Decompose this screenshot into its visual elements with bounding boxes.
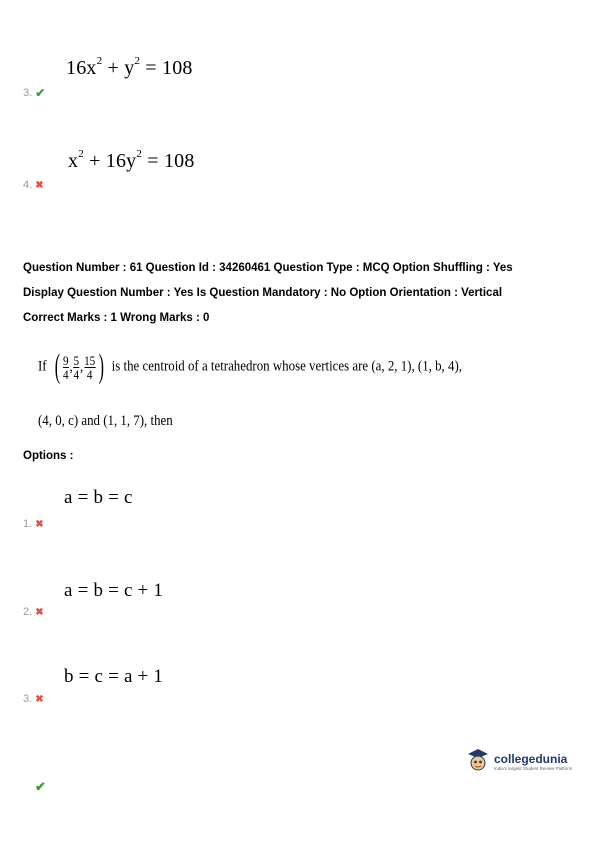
cross-icon: ✖ (35, 606, 44, 618)
option-3-expression: b = c = a + 1 (64, 666, 164, 687)
option-1-expression: a = b = c (64, 487, 133, 508)
logo-tagline: India's largest Student Review Platform (494, 765, 573, 771)
options-label: Options : (23, 450, 74, 462)
cross-icon: ✖ (35, 179, 44, 191)
option-3-number: 3. ✖ (23, 693, 44, 705)
fraction: $\frac{9}{4}$ (63, 352, 69, 382)
cross-icon: ✖ (35, 693, 44, 705)
prev-option-3-number: 3. ✔ (23, 86, 46, 100)
fraction: $\frac{15}{4}$ (84, 352, 96, 382)
option-1-number: 1. ✖ (23, 518, 44, 530)
prev-option-4-number: 4. ✖ (23, 179, 44, 191)
centroid-vector: ( $\frac{9}{4}$ , $\frac{5}{4}$ , $\frac{15}{4}$ ) (54, 348, 104, 385)
question-text-line-2: (4, 0, c) and (1, 1, 7), then (38, 413, 173, 429)
cross-icon: ✖ (35, 518, 44, 530)
question-text-line-1: If ( $\frac{9}{4}$ , $\frac{5}{4}$ , $\frac{15}{4}$ ) is the centroid of a tetrahedron whose vertices are (a, 2, 1), (1, b, 4), (38, 348, 462, 385)
collegedunia-logo (466, 748, 572, 774)
fraction: $\frac{5}{4}$ (73, 352, 80, 382)
question-meta-line-1: Question Number : 61 Question Id : 34260461 Question Type : MCQ Option Shuffling : Yes (23, 262, 513, 274)
check-icon: ✔ (35, 86, 46, 100)
prev-option-3-expression: $16x^2 + y^2 = 108$ (66, 55, 193, 79)
logo-wordmark: collegedunia (494, 751, 568, 766)
check-icon: ✔ (35, 779, 46, 794)
graduate-mascot-icon (466, 748, 490, 774)
option-2-number: 2. ✖ (23, 606, 44, 618)
option-2-expression: a = b = c + 1 (64, 580, 164, 601)
question-meta-line-2: Display Question Number : Yes Is Question Mandatory : No Option Orientation : Vertical (23, 287, 503, 299)
prev-option-4-expression: $x^2 + 16y^2 = 108$ (68, 148, 195, 172)
question-meta-line-3: Correct Marks : 1 Wrong Marks : 0 (23, 312, 210, 324)
